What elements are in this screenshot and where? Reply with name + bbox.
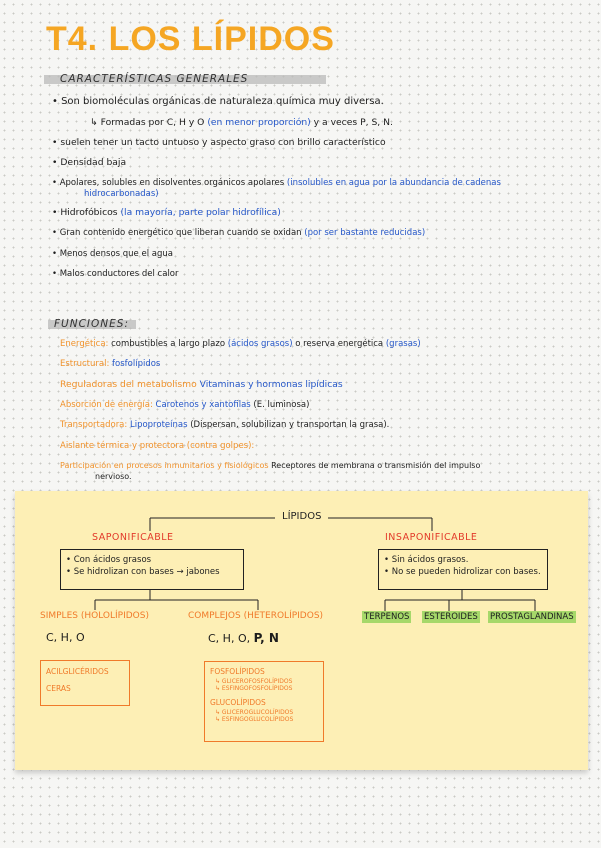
simples-label: SIMPLES (HOLOLÍPIDOS) <box>40 611 149 621</box>
insaponificable-prop-2: • No se pueden hidrolizar con bases. <box>384 567 541 577</box>
function-3-label: Reguladoras del metabolismo <box>60 379 200 390</box>
insap-child-esteroides: ESTEROIDES <box>424 612 478 622</box>
complejos-item-2: GLUCOLÍPIDOS <box>210 698 266 707</box>
complejos-formula <box>208 631 279 645</box>
complejos-item-1: FOSFOLÍPIDOS <box>210 667 265 676</box>
function-4-text: (E. luminosa) <box>250 400 310 410</box>
function-5-blue: Lipoproteínas <box>129 420 188 430</box>
complejos-item-2-sub-2: ↳ ESFINGOGLUCOLÍPIDOS <box>215 716 294 723</box>
functions-heading-colon: : <box>124 318 129 330</box>
line-6-prefix: • Hidrofóbicos <box>52 207 121 218</box>
insaponificable-box <box>378 549 548 590</box>
insaponificable-label: INSAPONIFICABLE <box>385 532 478 543</box>
complejos-item-1-sub-2: ↳ ESFINGOFOSFOLÍPIDOS <box>215 685 293 692</box>
simples-formula: C, H, O <box>46 631 85 644</box>
insap-child-prostaglandinas: PROSTAGLANDINAS <box>490 612 574 622</box>
complejos-formula-bold: P, N <box>253 631 279 645</box>
line-6-blue: (la mayoría, parte polar hidrofílica) <box>120 207 281 218</box>
complejos-item-2-sub-1: ↳ GLICEROGLUCOLÍPIDOS <box>215 709 294 716</box>
line-7-blue: (por ser bastante reducidas) <box>304 228 426 238</box>
line-2-suffix: y a veces P, S, N. <box>310 117 393 128</box>
saponificable-prop-1: • Con ácidos grasos <box>66 555 152 565</box>
simples-item-1: ACILGLICÉRIDOS <box>46 667 109 676</box>
insap-child-terpenos: TERPENOS <box>364 612 410 622</box>
simples-box <box>40 660 130 706</box>
line-2-blue: (en menor proporción) <box>207 117 311 128</box>
insaponificable-prop-1: • Sin ácidos grasos. <box>384 555 469 565</box>
function-7-label: Participación en procesos inmunitarios y fisiológicos <box>60 461 272 470</box>
line-5-prefix: • Apolares, solubles en disolventes orgánicos apolares <box>52 178 287 188</box>
function-2-blue: fosfolípidos <box>112 359 161 369</box>
function-5-text: (Dispersan, solubilizan y transportan la grasa). <box>187 420 390 430</box>
simples-item-2: CERAS <box>46 684 71 693</box>
saponificable-prop-2: • Se hidrolizan con bases → jabones <box>66 567 220 577</box>
saponificable-label: SAPONIFICABLE <box>92 532 174 543</box>
function-1-text2: o reserva energética <box>292 339 386 349</box>
line-5-blue: (insolubles en agua por la abundancia de cadenas <box>286 178 501 188</box>
complejos-box <box>204 661 324 742</box>
complejos-item-1-sub-1: ↳ GLICEROFOSFOLÍPIDOS <box>215 678 293 685</box>
general-line-8: • Menos densos que el agua <box>52 249 173 259</box>
functions-heading-text: FUNCIONES <box>54 318 125 330</box>
general-line-1: • Son biomoléculas orgánicas de naturaleza química muy diversa. <box>52 96 384 107</box>
function-5-label: Transportadora: <box>60 420 130 430</box>
function-3-blue: Vitaminas y hormonas lipídicas <box>199 379 343 390</box>
general-line-3: • suelen tener un tacto untuoso y aspecto graso con brillo característico <box>52 137 386 148</box>
function-2-label: Estructural: <box>60 359 113 369</box>
page-title: T4. LOS LÍPIDOS <box>46 20 335 58</box>
saponificable-box <box>60 549 244 590</box>
function-7-text: Receptores de membrana o transmisión del impulso <box>271 461 481 470</box>
function-1-text: combustibles a largo plazo <box>111 339 228 349</box>
complejos-label: COMPLEJOS (HETEROLÍPIDOS) <box>188 611 324 621</box>
function-4-blue: Carotenos y xantofilas <box>155 400 251 410</box>
function-4-label: Absorción de energía: <box>60 400 156 410</box>
complejos-formula-main: C, H, O, <box>208 632 254 645</box>
general-line-9: • Malos conductores del calor <box>52 269 179 279</box>
general-line-5-cont: hidrocarbonadas) <box>84 189 159 199</box>
function-1-blue: (ácidos grasos) <box>227 339 293 349</box>
general-line-4: • Densidad baja <box>52 157 127 168</box>
function-6-label: Aislante térmica y protectora (contra golpes): <box>60 441 255 451</box>
function-1-blue2: (grasas) <box>385 339 421 349</box>
function-item-7-cont: nervioso. <box>95 472 132 481</box>
general-heading: CARACTERÍSTICAS GENERALES <box>60 73 249 85</box>
diagram-root: LÍPIDOS <box>282 511 322 522</box>
line-2-prefix: ↳ Formadas por C, H y O <box>90 117 208 128</box>
function-1-label: Energética: <box>60 339 112 349</box>
line-7-prefix: • Gran contenido energético que liberan cuando se oxidan <box>52 228 305 238</box>
